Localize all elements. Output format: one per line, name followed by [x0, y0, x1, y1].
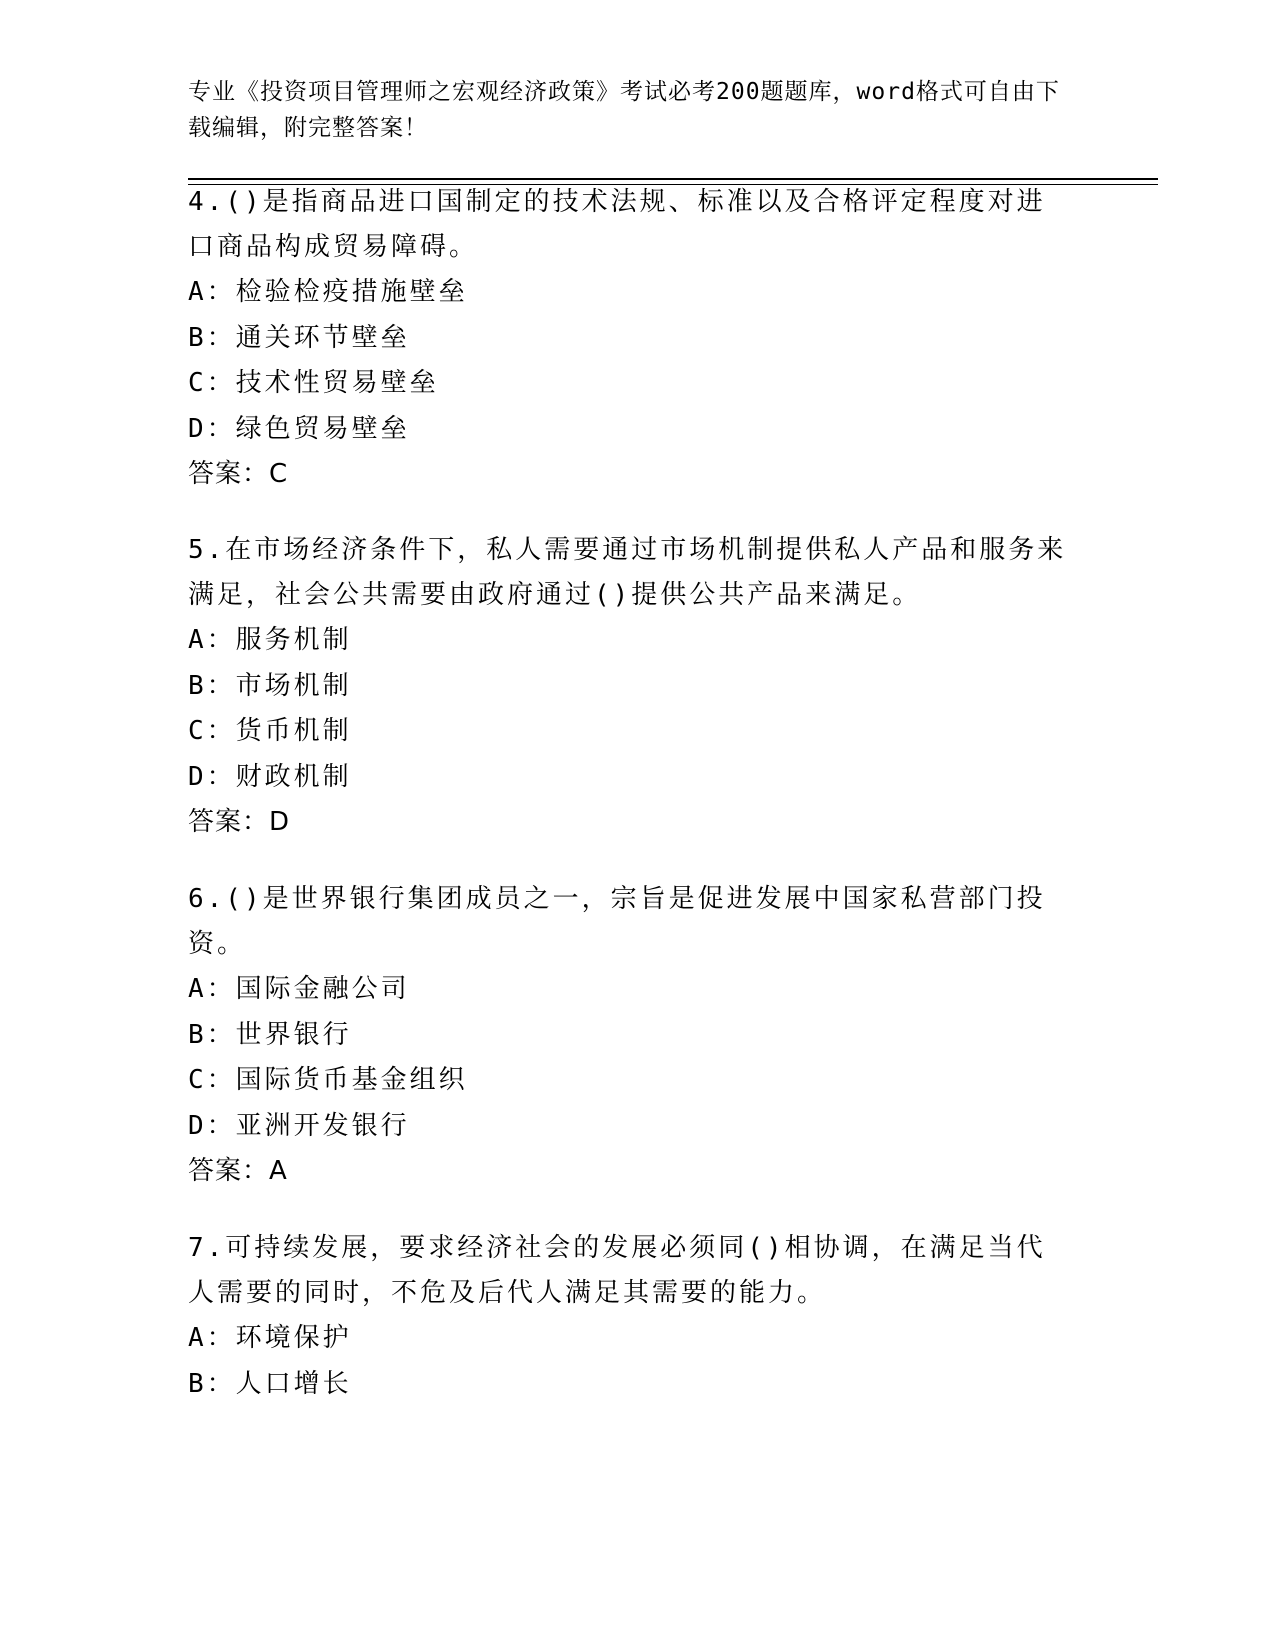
answer: 答案：C: [188, 459, 289, 489]
answer: 答案：A: [188, 1156, 288, 1186]
option-a: A：国际金融公司: [188, 974, 410, 1004]
option-b: B：世界银行: [188, 1019, 352, 1050]
option-d: D：绿色贸易壁垒: [188, 413, 410, 444]
answer: 答案：D: [188, 807, 291, 837]
question-5: [188, 528, 1068, 846]
question-stem: 7.可持续发展，要求经济社会的发展必须同()相协调，在满足当代人需要的同时，不危及后代人满足其需要的能力。: [188, 1233, 1046, 1308]
option-d: D：财政机制: [188, 761, 352, 792]
option-a: A：检验检疫措施壁垒: [188, 277, 468, 307]
document-header: 专业《投资项目管理师之宏观经济政策》考试必考200题题库，word格式可自由下载编辑，附完整答案！: [188, 79, 1060, 141]
option-c: C：国际货币基金组织: [188, 1065, 468, 1095]
option-a: A：服务机制: [188, 625, 352, 655]
option-b: B：人口增长: [188, 1368, 352, 1399]
question-stem: 6.()是世界银行集团成员之一，宗旨是促进发展中国家私营部门投资。: [188, 884, 1046, 959]
option-a: A：环境保护: [188, 1323, 352, 1353]
question-stem: 5.在市场经济条件下，私人需要通过市场机制提供私人产品和服务来满足，社会公共需要由政府通过()提供公共产品来满足。: [188, 535, 1067, 610]
question-stem: 4.()是指商品进口国制定的技术法规、标准以及合格评定程度对进口商品构成贸易障碍。: [188, 187, 1046, 262]
option-c: C：技术性贸易壁垒: [188, 368, 439, 398]
option-c: C：货币机制: [188, 716, 352, 746]
option-d: D：亚洲开发银行: [188, 1110, 410, 1141]
option-b: B：市场机制: [188, 670, 352, 701]
question-4: [188, 180, 1068, 498]
question-6: [188, 877, 1068, 1195]
option-b: B：通关环节壁垒: [188, 322, 410, 353]
question-7: [188, 1226, 1068, 1407]
